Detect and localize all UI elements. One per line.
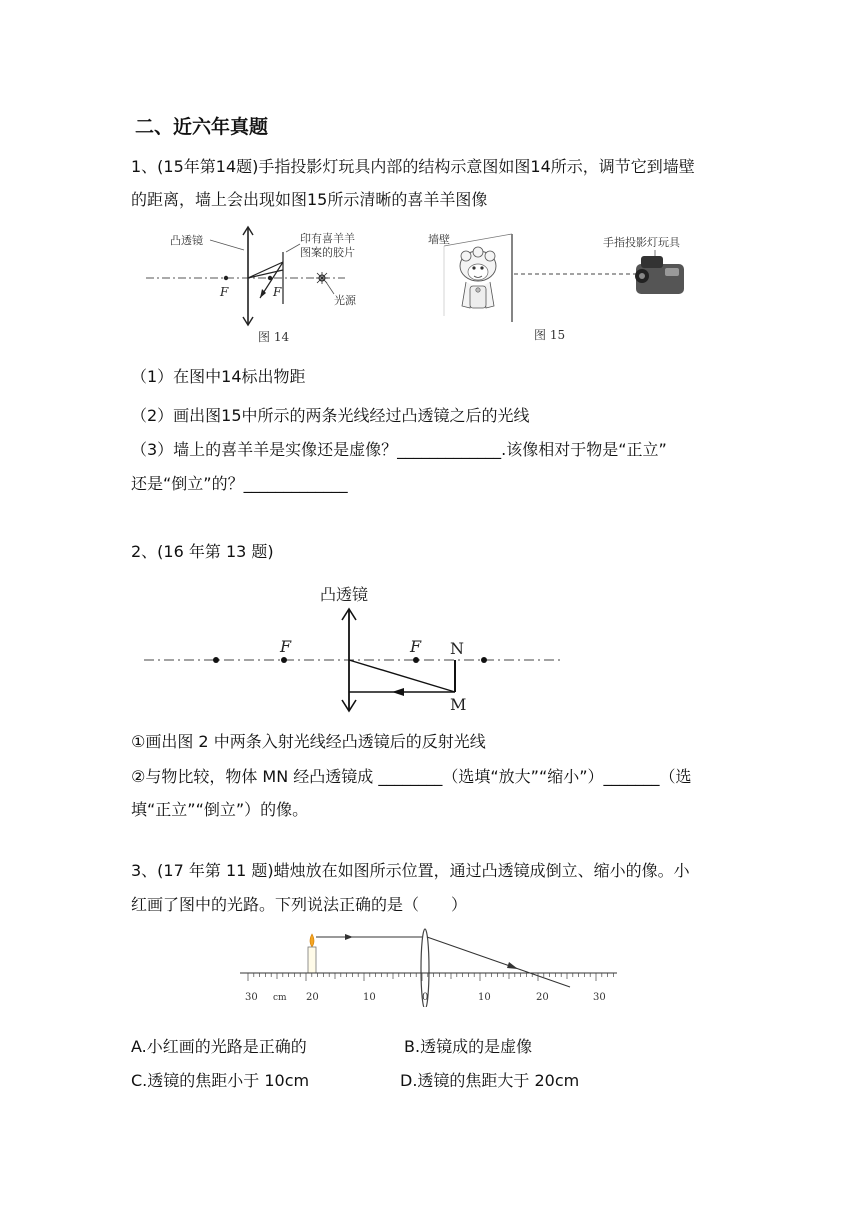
ruler-label: 20 bbox=[306, 992, 319, 1003]
figure-15 bbox=[420, 226, 695, 348]
film-label-2: 图案的胶片 bbox=[300, 246, 355, 259]
figure-q3-ruler bbox=[235, 925, 625, 1007]
q2-point-n-label: N bbox=[450, 639, 464, 658]
q2-ray-arrow-1 bbox=[392, 688, 404, 696]
ruler-label: 0 bbox=[422, 992, 429, 1003]
ruler-label: 10 bbox=[363, 992, 376, 1003]
q3-ray-refracted bbox=[427, 937, 570, 987]
q3-ray-arrow-2 bbox=[507, 962, 518, 969]
ruler-ticks bbox=[248, 973, 613, 981]
film-pointer bbox=[286, 244, 300, 252]
q2-point-2f-right bbox=[481, 657, 487, 663]
lens-pointer bbox=[210, 240, 244, 250]
focus-right-label: F bbox=[273, 285, 282, 299]
q3-option-d: D.透镜的焦距大于 20cm bbox=[400, 1071, 580, 1090]
q2-focus-right-label: F bbox=[410, 637, 422, 656]
q1-text-line2: 的距离，墙上会出现如图15所示清晰的喜羊羊图像 bbox=[131, 190, 488, 209]
ruler-label: 20 bbox=[536, 992, 549, 1003]
q2-point-f-right bbox=[413, 657, 419, 663]
q2-item2-line1: ②与物比较，物体 MN 经凸透镜成 ________（选填“放大”“缩小”）_______（选 bbox=[131, 767, 692, 786]
film-label-1: 印有喜羊羊 bbox=[300, 232, 355, 245]
fig15-caption: 图 15 bbox=[534, 328, 566, 342]
sheep-image-icon bbox=[460, 247, 496, 308]
q3-option-a: A.小红画的光路是正确的 bbox=[131, 1037, 307, 1056]
light-pointer bbox=[326, 282, 334, 294]
focus-point-left bbox=[224, 276, 228, 280]
q3-text-line2: 红画了图中的光路。下列说法正确的是（ ） bbox=[131, 895, 468, 914]
ruler-label: 10 bbox=[478, 992, 491, 1003]
q1-sub1: （1）在图中14标出物距 bbox=[131, 367, 306, 386]
q3-option-c: C.透镜的焦距小于 10cm bbox=[131, 1071, 310, 1090]
q3-text-line1: 3、(17 年第 11 题)蜡烛放在如图所示位置，通过凸透镜成倒立、缩小的像。小 bbox=[131, 861, 690, 880]
figure-14 bbox=[140, 222, 360, 347]
q2-title: 2、(16 年第 13 题) bbox=[131, 542, 274, 561]
ruler-label: 30 bbox=[245, 992, 258, 1003]
q2-focus-left-label: F bbox=[280, 637, 292, 656]
light-label: 光源 bbox=[334, 294, 356, 307]
figure-q2 bbox=[140, 576, 565, 718]
q1-sub3-line2: 还是“倒立”的？_____________ bbox=[131, 474, 348, 493]
ruler-label: 30 bbox=[593, 992, 606, 1003]
wall-top-edge bbox=[444, 234, 512, 246]
q2-ray-center bbox=[349, 660, 455, 692]
ruler-label: cm bbox=[273, 993, 287, 1003]
q3-ray-arrow-1 bbox=[345, 934, 353, 940]
section-title: 二、近六年真题 bbox=[135, 116, 269, 138]
lens-label: 凸透镜 bbox=[170, 234, 203, 247]
q2-point-2f-left bbox=[213, 657, 219, 663]
q2-lens-label: 凸透镜 bbox=[320, 585, 369, 604]
focus-left-label: F bbox=[220, 285, 229, 299]
candle-icon bbox=[308, 934, 316, 973]
q1-text-line1: 1、(15年第14题)手指投影灯玩具内部的结构示意图如图14所示，调节它到墙壁 bbox=[131, 157, 695, 176]
q2-point-m-label: M bbox=[450, 695, 467, 714]
wall-label: 墙壁 bbox=[428, 233, 450, 246]
toy-label: 手指投影灯玩具 bbox=[603, 236, 680, 249]
q1-sub2: （2）画出图15中所示的两条光线经过凸透镜之后的光线 bbox=[131, 406, 530, 425]
q2-item2-line2: 填“正立”“倒立”）的像。 bbox=[131, 800, 309, 819]
q1-sub3-line1: （3）墙上的喜羊羊是实像还是虚像？_____________.该像相对于物是“正立” bbox=[131, 440, 667, 459]
q2-item1: ①画出图 2 中两条入射光线经凸透镜后的反射光线 bbox=[131, 732, 486, 751]
focus-point-right bbox=[268, 276, 272, 280]
q2-point-f-left bbox=[281, 657, 287, 663]
q3-option-b: B.透镜成的是虚像 bbox=[404, 1037, 533, 1056]
projector-toy-icon bbox=[635, 256, 684, 294]
fig14-caption: 图 14 bbox=[258, 330, 290, 344]
